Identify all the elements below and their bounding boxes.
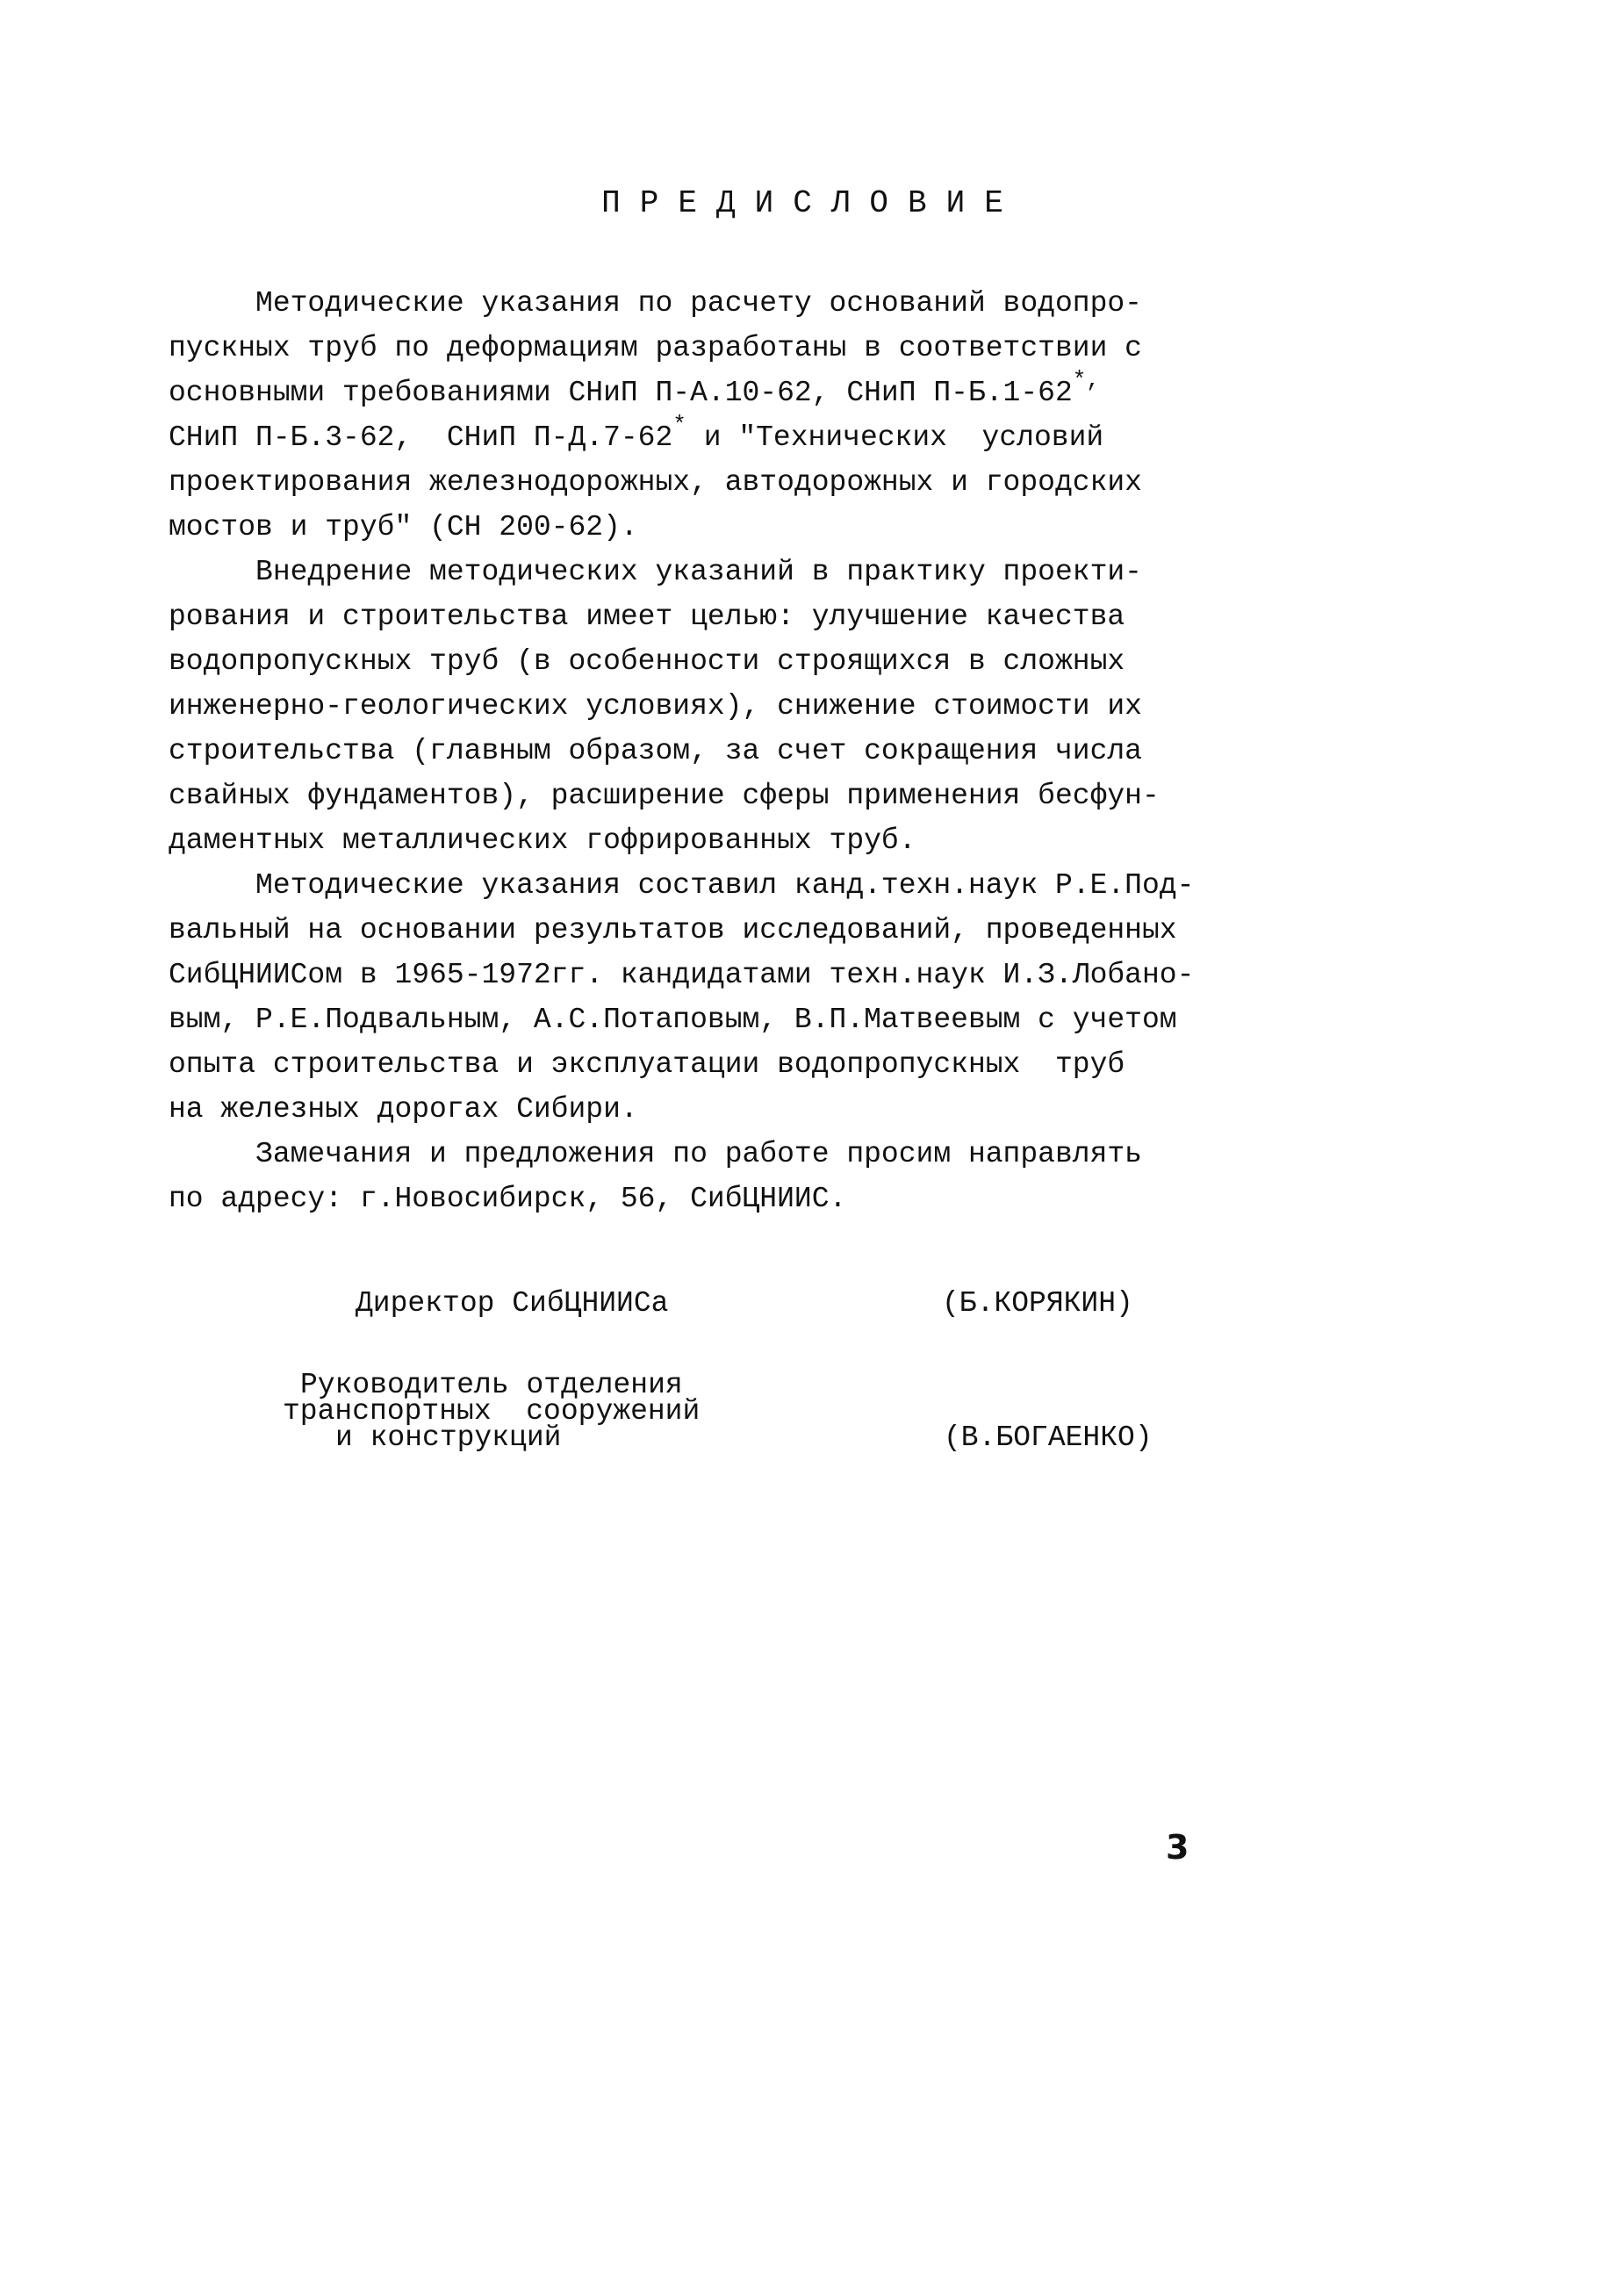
- paragraph-2-line-5: строительства (главным образом, за счет сокращения числа: [169, 735, 1142, 767]
- paragraph-1-line-3-text: основными требованиями СНиП П-А.10-62, СНиП П-Б.1-62: [169, 377, 1073, 409]
- paragraph-3-line-2: вальный на основании результатов исследований, проведенных: [169, 914, 1177, 946]
- paragraph-2-line-7: даментных металлических гофрированных труб.: [169, 824, 916, 857]
- paragraph-1-line-5: проектирования железнодорожных, автодорожных и городских: [169, 466, 1142, 499]
- department-head-title-line-3: и конструкций: [335, 1421, 562, 1454]
- paragraph-2-line-4: инженерно-геологических условиях), снижение стоимости их: [169, 690, 1142, 723]
- paragraph-3-line-5: опыта строительства и эксплуатации водопропускных труб: [169, 1048, 1125, 1081]
- paragraph-2-line-3: водопропускных труб (в особенности строящихся в сложных: [169, 645, 1125, 678]
- department-head-title-line-2: транспортных сооружений: [283, 1395, 701, 1428]
- department-head-name: (В.БОГАЕНКО): [944, 1421, 1153, 1454]
- paragraph-1-line-1: Методические указания по расчету оснований водопро-: [169, 287, 1142, 320]
- paragraph-4-line-2: по адресу: г.Новосибирск, 56, СибЦНИИС.: [169, 1183, 847, 1215]
- department-head-title-line-1: Руководитель отделения: [300, 1369, 683, 1401]
- footnote-star-1: *,: [1072, 367, 1100, 393]
- paragraph-3-line-1: Методические указания составил канд.техн.наук Р.Е.Под-: [169, 869, 1195, 902]
- paragraph-1-line-4-text: СНиП П-Б.3-62, СНиП П-Д.7-62: [169, 421, 673, 454]
- paragraph-2-line-2: рования и строительства имеет целью: улучшение качества: [169, 601, 1125, 633]
- paragraph-1-line-4-rest: и "Технических условий: [686, 421, 1104, 454]
- director-name: (Б.КОРЯКИН): [942, 1287, 1133, 1320]
- director-title: Директор СибЦНИИСа: [356, 1287, 669, 1320]
- paragraph-3-line-6: на железных дорогах Сибири.: [169, 1093, 638, 1126]
- footnote-star-2: *: [672, 412, 686, 438]
- paragraph-2-line-6: свайных фундаментов), расширение сферы применения бесфун-: [169, 780, 1160, 812]
- paragraph-4-line-1: Замечания и предложения по работе просим направлять: [169, 1138, 1142, 1170]
- page-title: ПРЕДИСЛОВИЕ: [601, 185, 1023, 221]
- page-number: 3: [1166, 1828, 1189, 1867]
- paragraph-2-line-1: Внедрение методических указаний в практику проекти-: [169, 556, 1142, 588]
- paragraph-3-line-3: СибЦНИИСом в 1965-1972гг. кандидатами техн.наук И.З.Лобано-: [169, 959, 1195, 991]
- paragraph-3-line-4: вым, Р.Е.Подвальным, А.С.Потаповым, В.П.Матвеевым с учетом: [169, 1004, 1177, 1036]
- paragraph-1-line-6: мостов и труб" (СН 200-62).: [169, 511, 638, 543]
- paragraph-1-line-2: пускных труб по деформациям разработаны в соответствии с: [169, 332, 1142, 364]
